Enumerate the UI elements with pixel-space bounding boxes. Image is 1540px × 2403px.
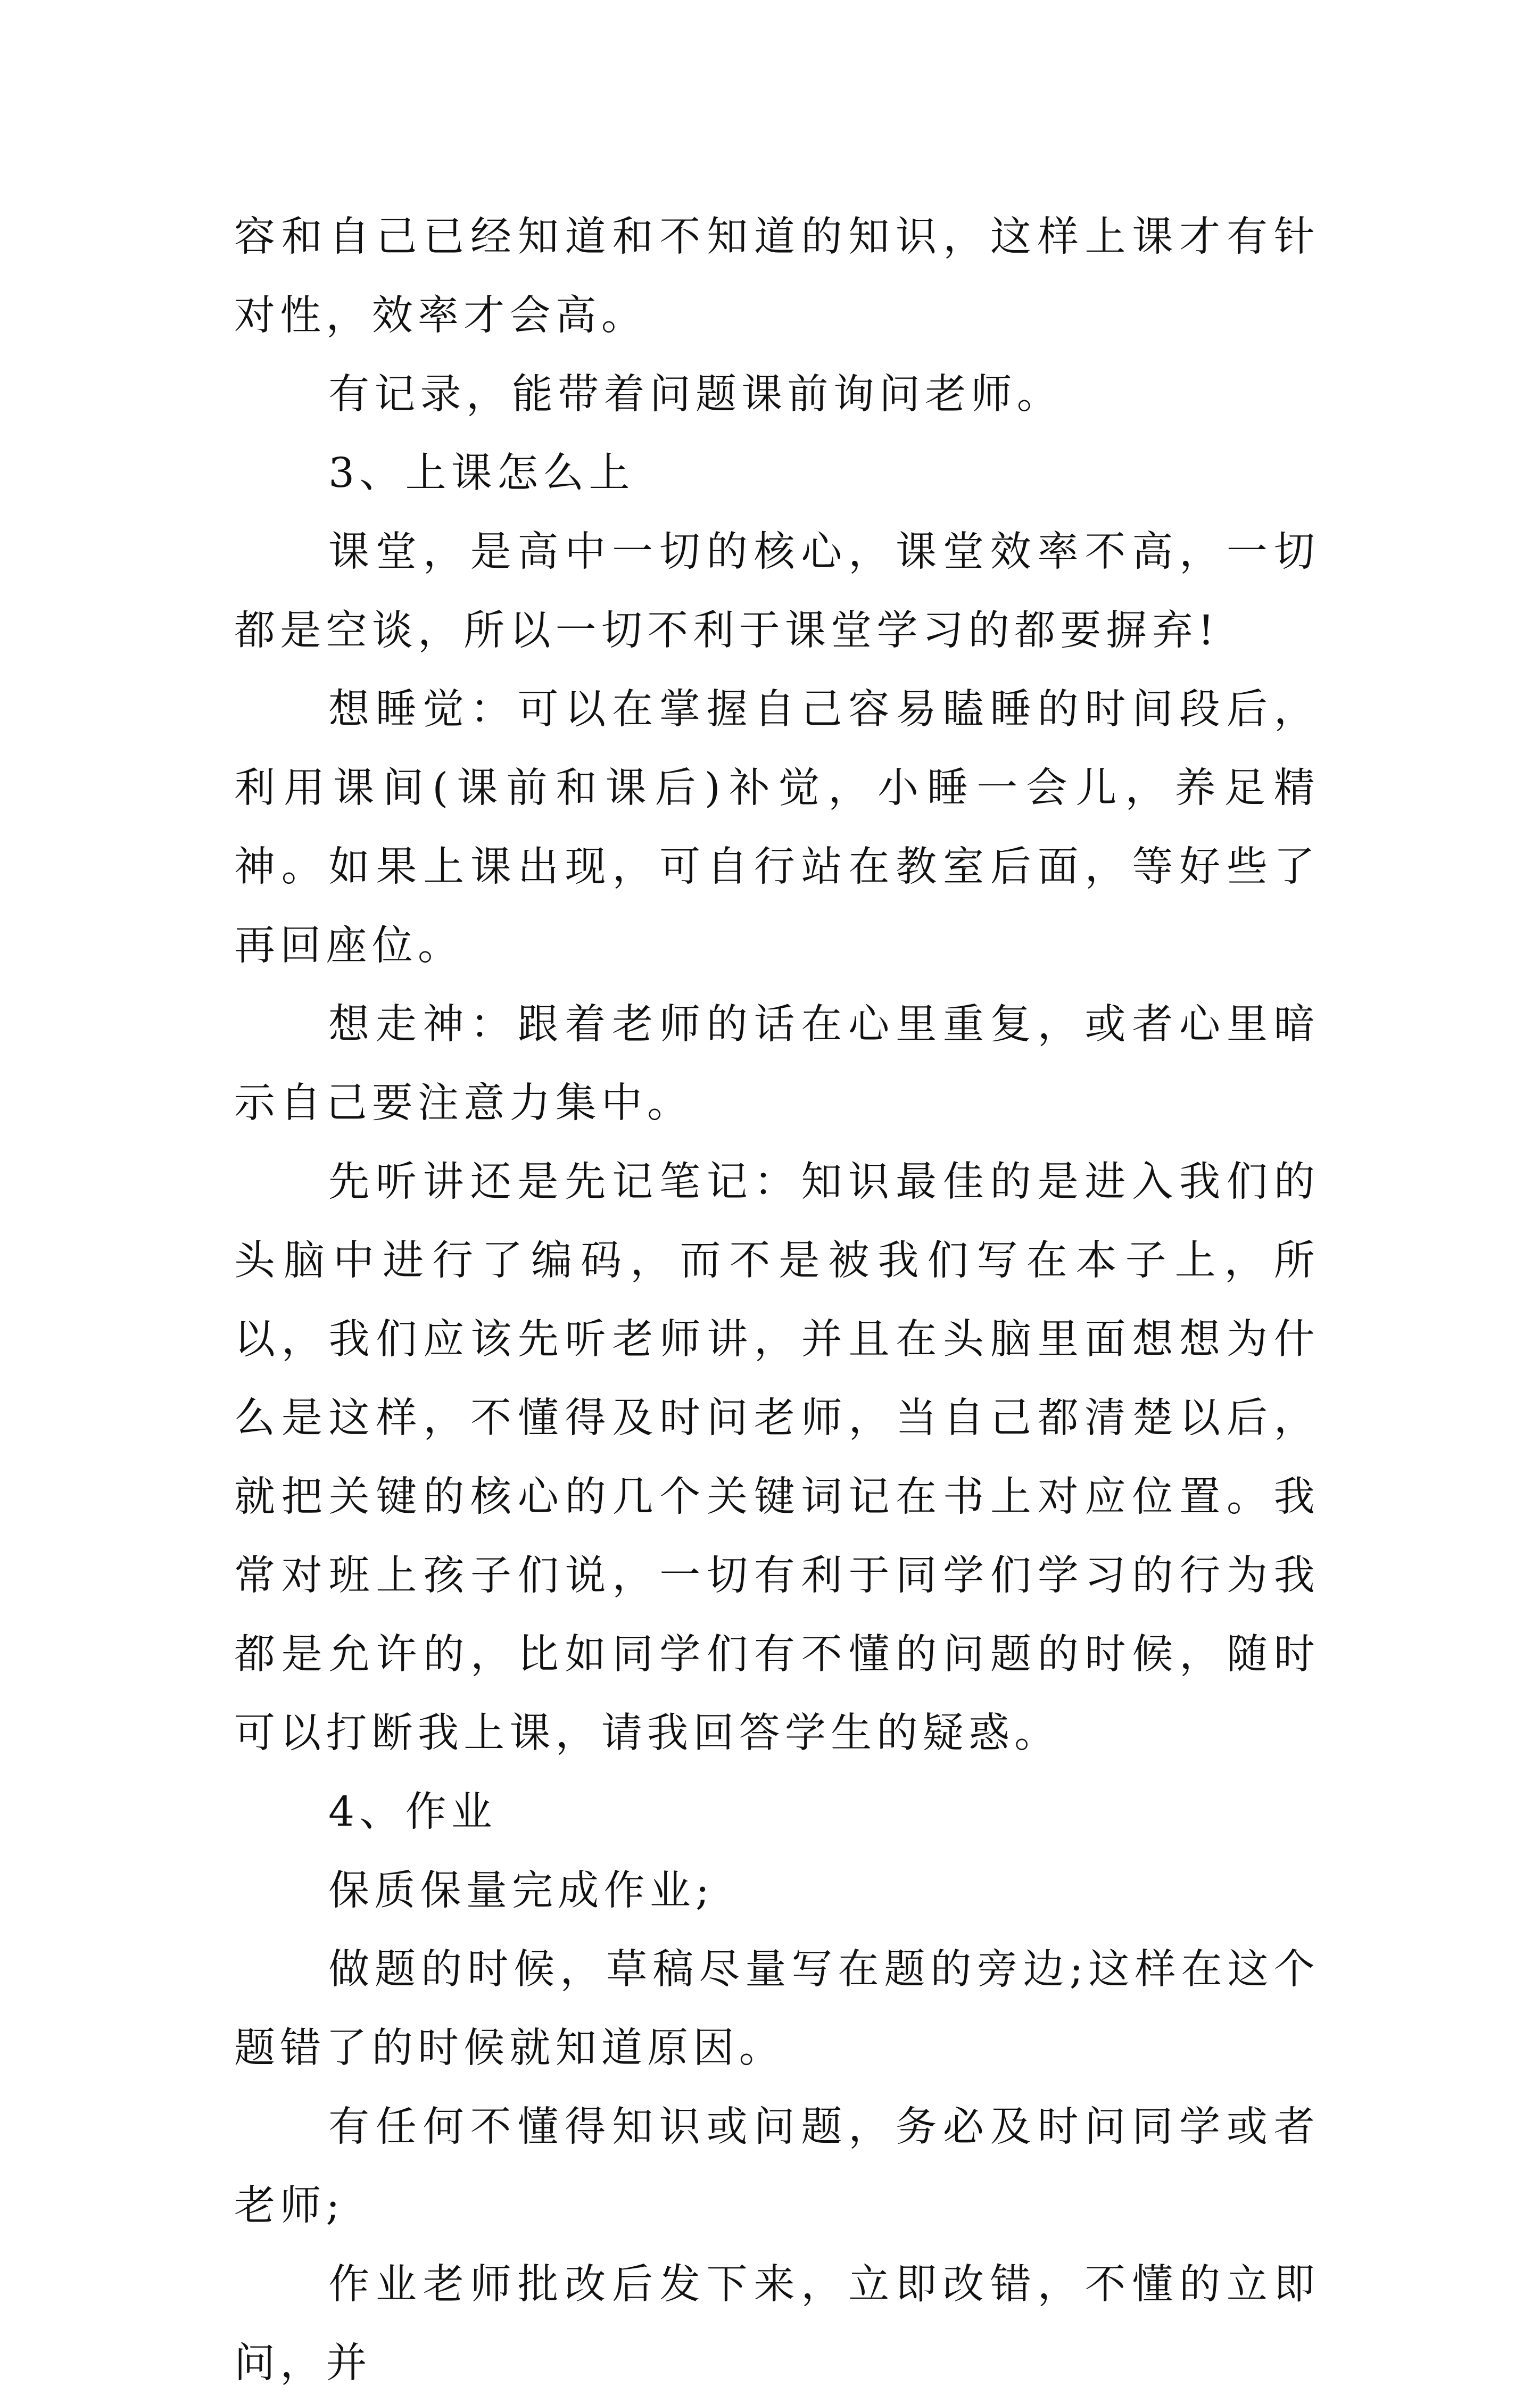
paragraph-continuation: 容和自己已经知道和不知道的知识，这样上课才有针对性，效率才会高。 bbox=[234, 213, 1320, 339]
paragraph-ask-questions: 有任何不懂得知识或问题，务必及时问同学或者老师; bbox=[234, 2103, 1320, 2230]
section-heading-class: 3、上课怎么上 bbox=[328, 450, 635, 497]
body-text bbox=[234, 198, 1320, 2403]
paragraph-distracted: 想走神：跟着老师的话在心里重复，或者心里暗示自己要注意力集中。 bbox=[234, 1001, 1320, 1127]
section-heading-homework: 4、作业 bbox=[328, 1788, 498, 1836]
paragraph-draft-beside: 做题的时候，草稿尽量写在题的旁边;这样在这个题错了的时候就知道原因。 bbox=[234, 1946, 1320, 2072]
paragraph-listen-or-notes: 先听讲还是先记笔记：知识最佳的是进入我们的头脑中进行了编码，而不是被我们写在本子上，所以，我们应该先听老师讲，并且在头脑里面想想为什么是这样，不懂得及时问老师，当自己都清楚以后，就把关键的核心的几个关键词记在书上对应位置。我常对班上孩子们说，一切有利于同学们学习的行为我都是允许的，比如同学们有不懂的问题的时候，随时可以打断我上课，请我回答学生的疑惑。 bbox=[234, 1158, 1320, 1757]
paragraph-classroom-core: 课堂，是高中一切的核心，课堂效率不高，一切都是空谈，所以一切不利于课堂学习的都要摒弃! bbox=[234, 528, 1320, 654]
paragraph-correct-errors: 作业老师批改后发下来，立即改错，不懂的立即问，并 bbox=[234, 2261, 1320, 2387]
paragraph-sleepy: 想睡觉：可以在掌握自己容易瞌睡的时间段后，利用课间(课前和课后)补觉，小睡一会儿，养足精神。如果上课出现，可自行站在教室后面，等好些了再回座位。 bbox=[234, 686, 1320, 970]
paragraph-record-questions: 有记录，能带着问题课前询问老师。 bbox=[328, 371, 1063, 418]
paragraph-complete-homework: 保质保量完成作业; bbox=[328, 1867, 715, 1915]
